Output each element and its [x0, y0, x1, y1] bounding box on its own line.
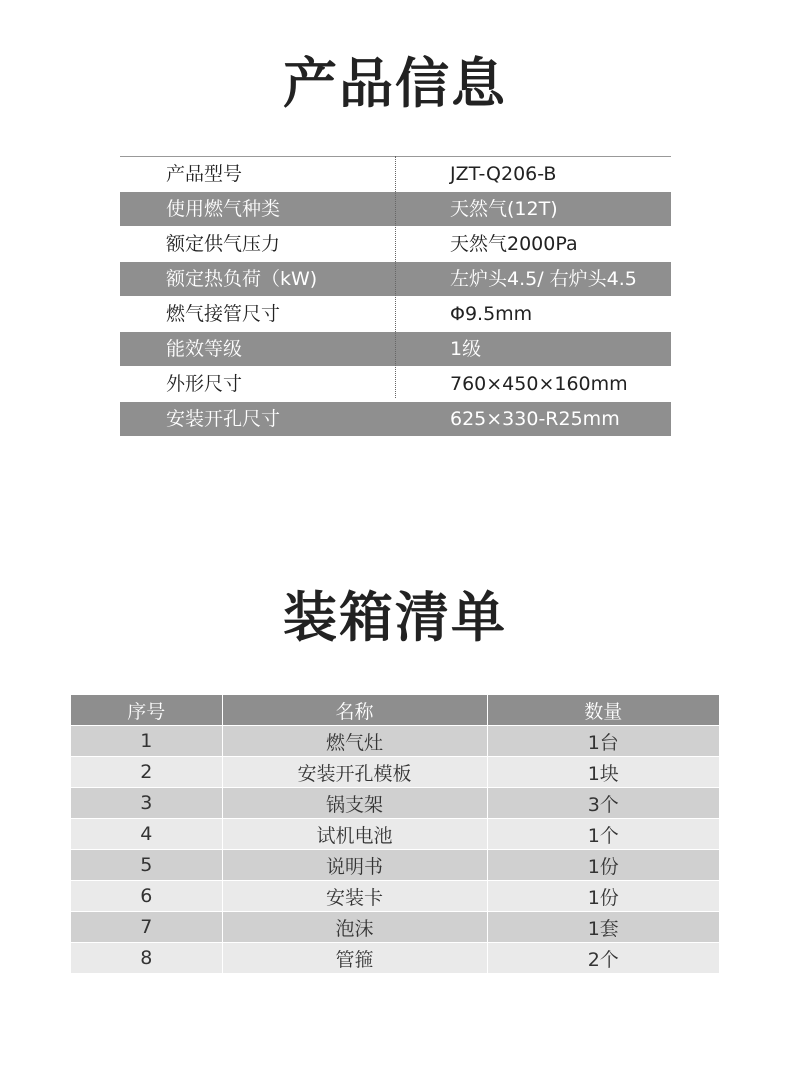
cell-qty: 1块 [487, 757, 719, 788]
cell-seq: 5 [71, 850, 222, 881]
cell-name: 泡沫 [222, 912, 487, 943]
cell-qty: 1份 [487, 881, 719, 912]
cell-seq: 2 [71, 757, 222, 788]
table-row [71, 757, 719, 788]
info-value: 天然气(12T) [450, 198, 558, 220]
info-value: 625×330-R25mm [450, 408, 620, 430]
cell-seq: 7 [71, 912, 222, 943]
header-seq: 序号 [71, 695, 222, 726]
info-label: 使用燃气种类 [166, 198, 281, 220]
cell-seq: 4 [71, 819, 222, 850]
table-row [71, 726, 719, 757]
cell-seq: 6 [71, 881, 222, 912]
info-value: 1级 [450, 338, 482, 360]
info-value: Φ9.5mm [450, 303, 533, 325]
cell-qty: 2个 [487, 943, 719, 974]
info-label: 产品型号 [166, 163, 243, 185]
cell-seq: 8 [71, 943, 222, 974]
cell-name: 管箍 [222, 943, 487, 974]
cell-name: 燃气灶 [222, 726, 487, 757]
cell-name: 说明书 [222, 850, 487, 881]
cell-seq: 1 [71, 726, 222, 757]
cell-seq: 3 [71, 788, 222, 819]
info-value: 左炉头4.5/ 右炉头4.5 [450, 268, 637, 290]
cell-qty: 3个 [487, 788, 719, 819]
info-label: 外形尺寸 [166, 373, 243, 395]
cell-qty: 1个 [487, 819, 719, 850]
info-column-divider [395, 156, 396, 398]
info-label: 安装开孔尺寸 [166, 408, 281, 430]
info-value: JZT-Q206-B [450, 163, 557, 185]
info-label: 能效等级 [166, 338, 243, 360]
cell-qty: 1套 [487, 912, 719, 943]
cell-name: 安装卡 [222, 881, 487, 912]
cell-name: 试机电池 [222, 819, 487, 850]
table-row [71, 881, 719, 912]
info-row-cutout-size [120, 402, 671, 436]
packing-header-row [71, 695, 719, 726]
cell-qty: 1份 [487, 850, 719, 881]
cell-name: 锅支架 [222, 788, 487, 819]
table-row [71, 788, 719, 819]
info-label: 额定供气压力 [166, 233, 281, 255]
header-qty: 数量 [487, 695, 719, 726]
info-label: 额定热负荷（kW) [166, 268, 318, 290]
header-name: 名称 [222, 695, 487, 726]
info-value: 天然气2000Pa [450, 233, 578, 255]
packing-list-table [71, 695, 719, 974]
cell-name: 安装开孔模板 [222, 757, 487, 788]
table-row [71, 943, 719, 974]
table-row [71, 912, 719, 943]
cell-qty: 1台 [487, 726, 719, 757]
table-row [71, 819, 719, 850]
info-label: 燃气接管尺寸 [166, 303, 281, 325]
product-info-title: 产品信息 [283, 52, 507, 115]
packing-list-title: 装箱清单 [283, 586, 507, 649]
table-row [71, 850, 719, 881]
info-value: 760×450×160mm [450, 373, 628, 395]
